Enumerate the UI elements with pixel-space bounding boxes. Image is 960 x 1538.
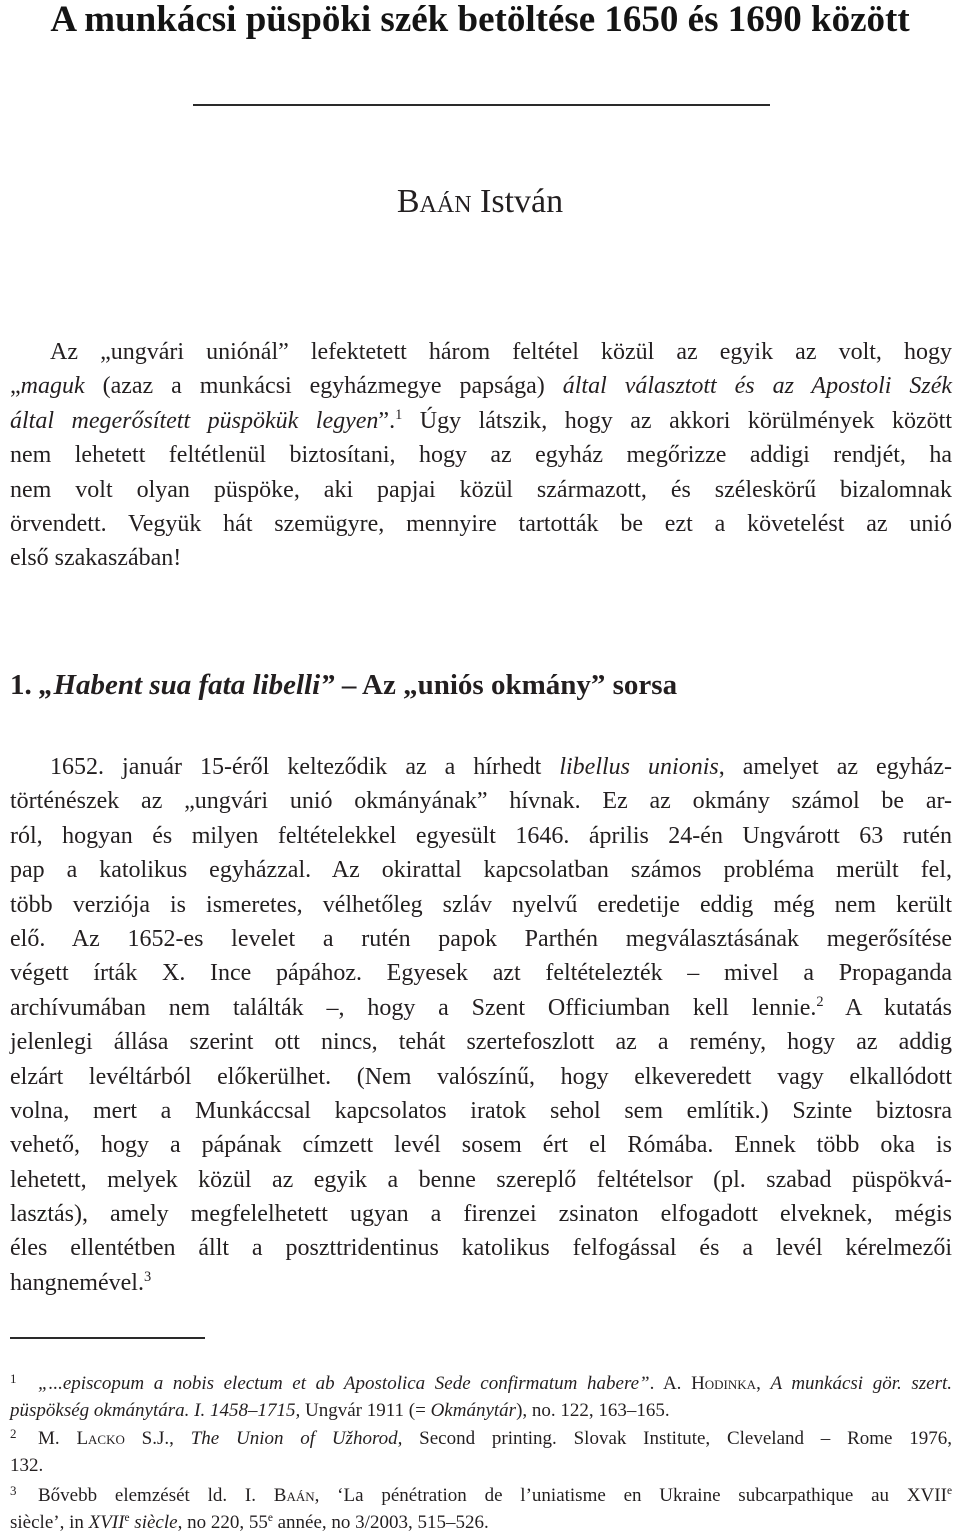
text-line: [10, 335, 952, 369]
text-run: , no 220, 55: [177, 1512, 268, 1533]
text-run: siècle’, in: [10, 1512, 89, 1533]
text-line: [10, 1128, 952, 1162]
text-line: [10, 1509, 952, 1536]
footnote-2: [10, 1425, 952, 1479]
small-caps-name: Hodinka: [691, 1373, 757, 1394]
text-run: lasztás), amely megfelelhetett ugyan a firenzei zsinaton elfogadott elveknek, mégis: [10, 1201, 952, 1228]
text-line: [10, 922, 952, 956]
text-line: [10, 473, 952, 507]
text-line: [10, 1370, 952, 1397]
text-run: hangnemével.: [10, 1269, 144, 1296]
bold-text: 1.: [10, 669, 39, 701]
text-line: [10, 853, 952, 887]
italic-text: „...episcopum a nobis electum et ab Apostolica Sede confirmatum habere”: [38, 1373, 650, 1394]
text-run: Bővebb elemzését ld. I.: [38, 1485, 274, 1506]
text-line: [10, 507, 952, 541]
author-byline: [0, 182, 960, 222]
section-1-paragraph: [10, 750, 952, 1300]
text-line: [10, 1060, 952, 1094]
footnote-1: [10, 1370, 952, 1424]
small-caps-name: Baán: [273, 1485, 315, 1506]
text-run: Az „ungvári uniónál” lefektetett három feltétel közül az egyik az volt, hogy: [50, 339, 952, 365]
text-run: (azaz a munkácsi egyházmegye papsága): [84, 373, 563, 400]
text-run: vehető, hogy a pápának címzett levél sosem ért el Rómába. Ennek több oka is: [10, 1132, 952, 1159]
text-line: [10, 991, 952, 1025]
text-line: [10, 1094, 952, 1128]
text-run: elzárt levéltárból előkerülhet. (Nem valószínű, hogy elkeveredett vagy elkallódott: [10, 1063, 952, 1090]
text-run: végett írták X. Ince pápához. Egyesek azt feltételezték – mivel a Propaganda: [10, 960, 952, 987]
author-given-name: István: [480, 183, 564, 220]
footnote-ref: 1: [395, 407, 403, 424]
italic-text: által megerősített püspökük legyen: [10, 407, 379, 434]
text-run: éles ellentétben állt a poszttridentinus katolikus felfogással és a levél kérelmezői: [10, 1235, 952, 1262]
text-line: [10, 819, 952, 853]
author-surname: Baán: [396, 183, 472, 220]
text-run: történészek az „ungvári unió okmányának” hívnak. Ez az okmány számol be ar-: [10, 788, 952, 815]
italic-text: Okmánytár: [430, 1400, 517, 1421]
footnote-3: [10, 1482, 952, 1536]
italic-text: The Union of Užhorod,: [190, 1428, 403, 1449]
italic-text: püspökség okmánytára. I. 1458–1715,: [10, 1400, 301, 1421]
text-run: archívumában nem találták –, hogy a Szent Officiumban kell lennie.: [10, 994, 817, 1021]
italic-text: által választott és az Apostoli Szék: [562, 373, 953, 400]
text-run: année, no 3/2003, 515–526.: [272, 1512, 489, 1533]
text-run: „: [10, 373, 21, 400]
text-run: ról, hogyan és milyen feltételekkel egyesült 1646. április 24-én Ungvárott 63 rutén: [10, 822, 952, 849]
text-run: elő. Az 1652-es levelet a rutén papok Parthén megválasztásának megerősítése: [10, 925, 952, 952]
text-line: [10, 1266, 952, 1300]
text-run: S.J.,: [124, 1428, 191, 1449]
footnote-number: 2: [10, 1426, 17, 1441]
text-run: M.: [38, 1428, 77, 1449]
italic-text: XVII: [88, 1512, 125, 1533]
text-run: 1652. január 15-éről kelteződik az a hírhedt: [50, 754, 560, 780]
text-line: [10, 750, 952, 784]
text-line: [10, 666, 952, 704]
footnote-number: 3: [10, 1483, 17, 1498]
text-run: nem volt olyan püspöke, aki papjai közül származott, és széleskörű bizalomnak: [10, 476, 952, 503]
text-run: 132.: [10, 1455, 44, 1476]
text-line: [10, 438, 952, 472]
text-line: [10, 1163, 952, 1197]
text-line: [10, 1231, 952, 1265]
bold-text: – Az „uniós okmány” sorsa: [334, 669, 678, 701]
italic-text: maguk: [20, 373, 85, 400]
text-line: [10, 404, 952, 438]
text-line: [10, 1482, 952, 1509]
text-run: . A.: [649, 1373, 692, 1394]
text-run: Second printing. Slovak Institute, Cleveland – Rome 1976,: [402, 1428, 952, 1449]
text-run: örvendett. Vegyük hát szemügyre, mennyire tartották be ezt a követelést az unió: [10, 510, 952, 537]
text-line: [10, 1025, 952, 1059]
italic-text: siècle: [129, 1512, 178, 1533]
text-line: [10, 888, 952, 922]
footnote-ref: e: [946, 1485, 952, 1498]
title-rule: [193, 104, 770, 106]
text-run: volna, mert a Munkáccsal kapcsolatos iratok sehol sem említik.) Szinte biztosra: [10, 1097, 952, 1124]
section-heading: [10, 666, 952, 704]
text-run: első szakaszában!: [10, 545, 182, 572]
text-line: [10, 369, 952, 403]
footnote-number: 1: [10, 1371, 17, 1386]
footnote-ref: e: [267, 1512, 273, 1525]
italic-text: libellus unionis: [559, 754, 719, 780]
footnote-ref: 3: [143, 1269, 152, 1286]
text-line: [10, 1197, 952, 1231]
text-run: jelenlegi állása szerint ott nincs, tehát szertefoszlott az a remény, hogy az addig: [10, 1029, 952, 1056]
text-run: Ungvár 1911 (=: [300, 1400, 431, 1421]
text-run: Úgy látszik, hogy az akkori körülmények között: [402, 407, 952, 434]
text-run: , amelyet az egyház-: [718, 754, 953, 780]
text-run: nem lehetett feltétlenül biztosítani, hogy az egyház megőrizze addigi rendjét, ha: [10, 442, 952, 469]
text-run: pap a katolikus egyházzal. Az okirattal kapcsolatban számos probléma merült fel,: [10, 857, 952, 884]
footnote-rule: [10, 1337, 205, 1339]
text-run: ”.: [378, 407, 396, 434]
bold-italic-text: „Habent sua fata libelli”: [39, 669, 335, 701]
text-line: [10, 1397, 952, 1424]
text-line: [10, 956, 952, 990]
footnote-ref: e: [124, 1512, 130, 1525]
text-run: A kutatás: [823, 994, 952, 1021]
footnote-ref: 2: [816, 994, 824, 1011]
text-line: [10, 784, 952, 818]
text-run: több verziója is ismeretes, vélhetőleg szláv nyelvű eredetije eddig még nem került: [10, 891, 952, 918]
text-line: [10, 1425, 952, 1452]
text-line: [10, 1452, 952, 1479]
article-title: A munkácsi püspöki szék betöltése 1650 és 1690 között: [50, 0, 910, 40]
text-run: ,: [756, 1373, 771, 1394]
text-run: ), no. 122, 163–165.: [516, 1400, 670, 1421]
intro-paragraph: [10, 335, 952, 576]
text-run: lehetett, melyek közül az egyik a benne szereplő feltételsor (pl. szabad püspökvá-: [10, 1166, 952, 1193]
text-run: , ‘La pénétration de l’uniatisme en Ukraine subcarpathique au XVII: [314, 1485, 947, 1506]
italic-text: A munkácsi gör. szert.: [770, 1373, 952, 1394]
small-caps-name: Lacko: [76, 1428, 125, 1449]
text-line: [10, 541, 952, 575]
